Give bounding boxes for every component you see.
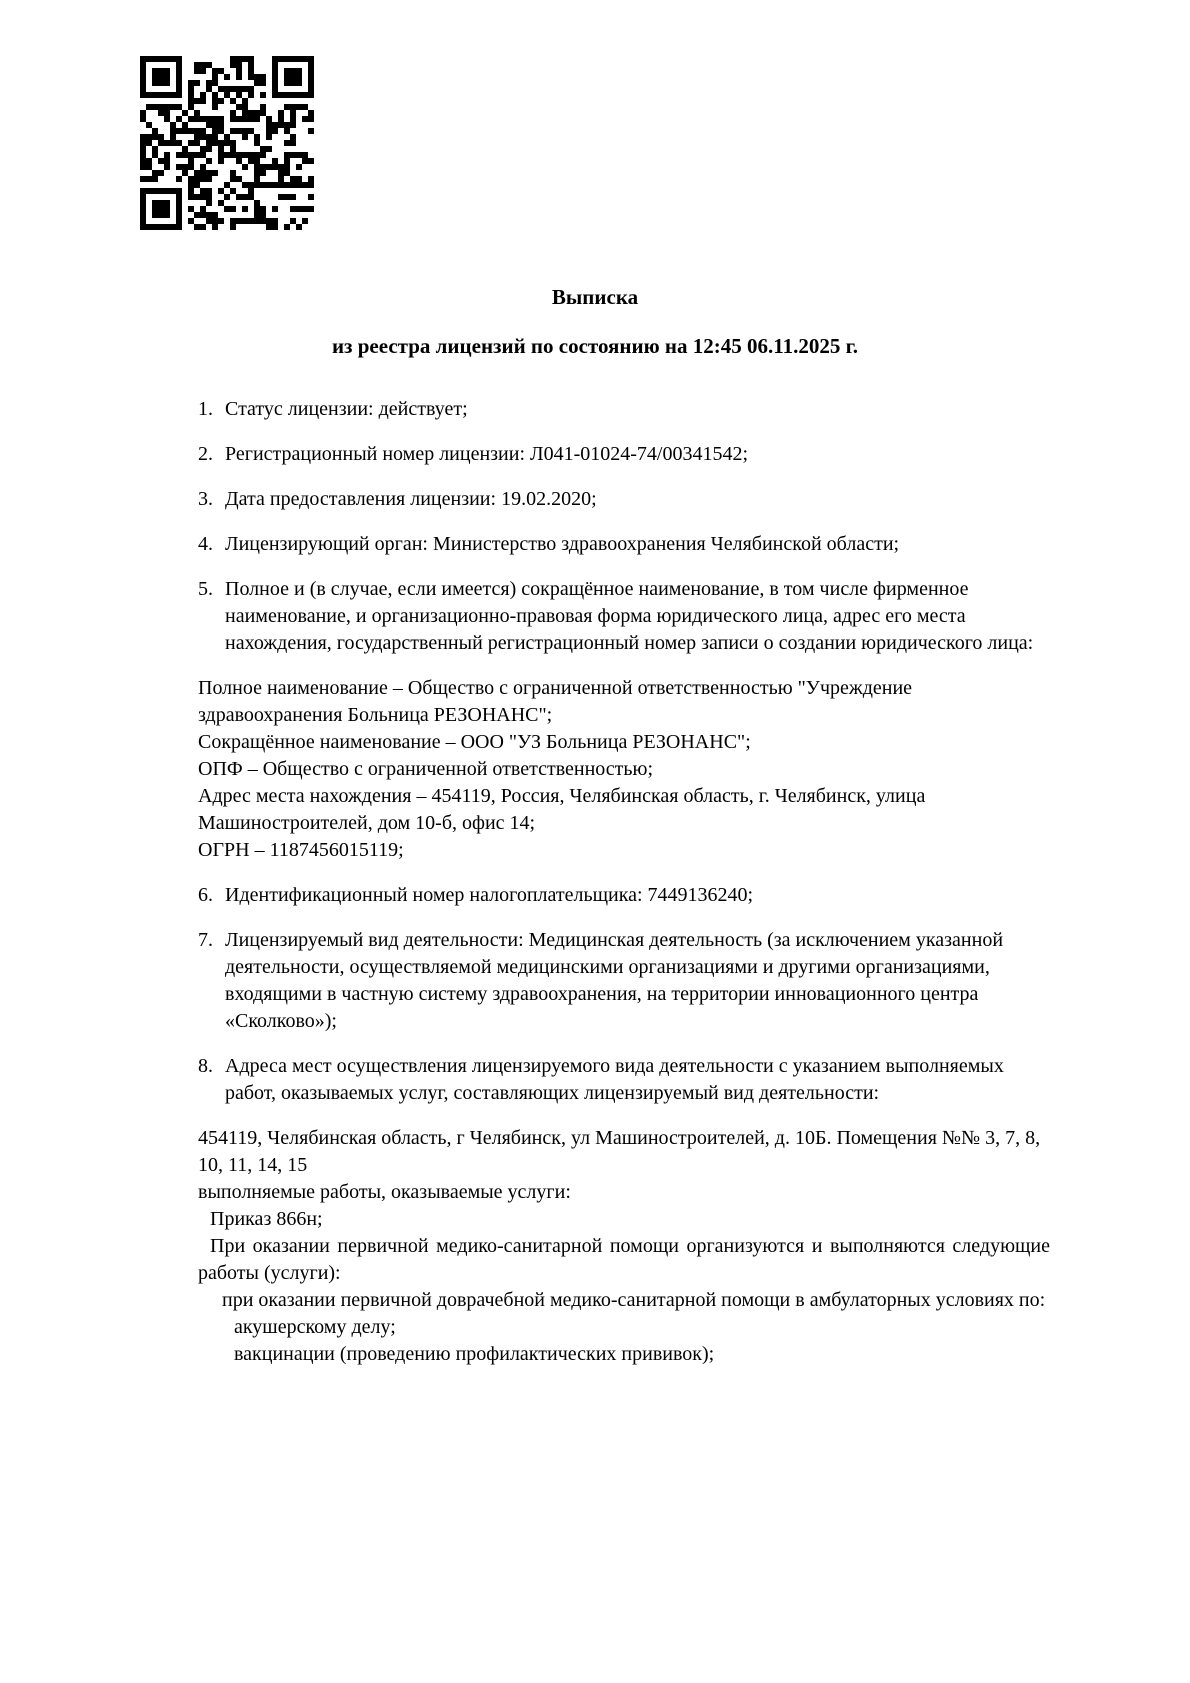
organization-details-block — [198, 675, 1050, 864]
list-item-org-names-intro — [198, 576, 1050, 657]
list-item-status — [198, 396, 1050, 423]
list-item-licensed-activity — [198, 927, 1050, 1035]
activity-pre-doctor-care: при оказании первичной доврачебной медико-санитарной помощи в амбулаторных условиях по: — [222, 1289, 1046, 1311]
list-item-grant-date — [198, 486, 1050, 513]
activity-service-vaccination: вакцинации (проведению профилактических прививок); — [234, 1343, 715, 1365]
item-text: Лицензируемый вид деятельности: Медицинская деятельность (за исключением указанной деятельности, осуществляемой медицинскими организациями и другими организациями, входящими в частную систему здравоохранения, на территории инновационного центра «Сколково»); — [225, 929, 1004, 1032]
list-item-reg-number — [198, 441, 1050, 468]
item-text: Дата предоставления лицензии: 19.02.2020; — [225, 488, 597, 510]
org-full-name: Полное наименование – Общество с ограниченной ответственностью "Учреждение здравоохранения Больница РЕЗОНАНС"; — [198, 677, 913, 726]
item-number: 7. — [198, 929, 213, 951]
org-legal-form: ОПФ – Общество с ограниченной ответственностью; — [198, 758, 654, 780]
org-short-name: Сокращённое наименование – ООО "УЗ Больница РЕЗОНАНС"; — [198, 731, 751, 753]
document-body — [198, 396, 1050, 1368]
item-text: Идентификационный номер налогоплательщика: 7449136240; — [225, 884, 754, 906]
document-subtitle: из реестра лицензий по состоянию на 12:45 06.11.2025 г. — [331, 334, 859, 358]
document-title: Выписка — [551, 285, 639, 309]
item-number: 6. — [198, 884, 213, 906]
list-item-inn — [198, 882, 1050, 909]
item-text: Адреса мест осуществления лицензируемого вида деятельности с указанием выполняемых работ, оказываемых услуг, составляющих лицензируемый вид деятельности: — [225, 1055, 1004, 1104]
activity-order: Приказ 866н; — [210, 1208, 323, 1230]
list-item-licensing-authority — [198, 531, 1050, 558]
activity-address-line: 454119, Челябинская область, г Челябинск, ул Машиностроителей, д. 10Б. Помещения №№ 3, 7, 8, 10, 11, 14, 15 — [198, 1127, 1041, 1176]
item-number: 5. — [198, 578, 213, 600]
item-text: Лицензирующий орган: Министерство здравоохранения Челябинской области; — [225, 533, 900, 555]
org-address: Адрес места нахождения – 454119, Россия, Челябинская область, г. Челябинск, улица Машиностроителей, дом 10-б, офис 14; — [198, 785, 926, 834]
item-number: 3. — [198, 488, 213, 510]
activity-address-block — [198, 1125, 1050, 1368]
item-number: 4. — [198, 533, 213, 555]
item-text: Регистрационный номер лицензии: Л041-01024-74/00341542; — [225, 443, 749, 465]
list-item-activity-addresses-intro — [198, 1053, 1050, 1107]
org-ogrn: ОГРН – 1187456015119; — [198, 839, 404, 861]
item-number: 8. — [198, 1055, 213, 1077]
activity-primary-care: При оказании первичной медико-санитарной помощи организуются и выполняются следующие работы (услуги): — [198, 1235, 1050, 1284]
item-number: 1. — [198, 398, 213, 420]
item-text: Полное и (в случае, если имеется) сокращённое наименование, в том числе фирменное наименование, и организационно-правовая форма юридического лица, адрес его места нахождения, государственный регистрационный номер записи о создании юридического лица: — [225, 578, 1034, 654]
item-number: 2. — [198, 443, 213, 465]
qr-code — [140, 56, 314, 230]
activity-works-header: выполняемые работы, оказываемые услуги: — [198, 1181, 571, 1203]
activity-service-obstetrics: акушерскому делу; — [234, 1316, 396, 1338]
item-text: Статус лицензии: действует; — [225, 398, 468, 420]
